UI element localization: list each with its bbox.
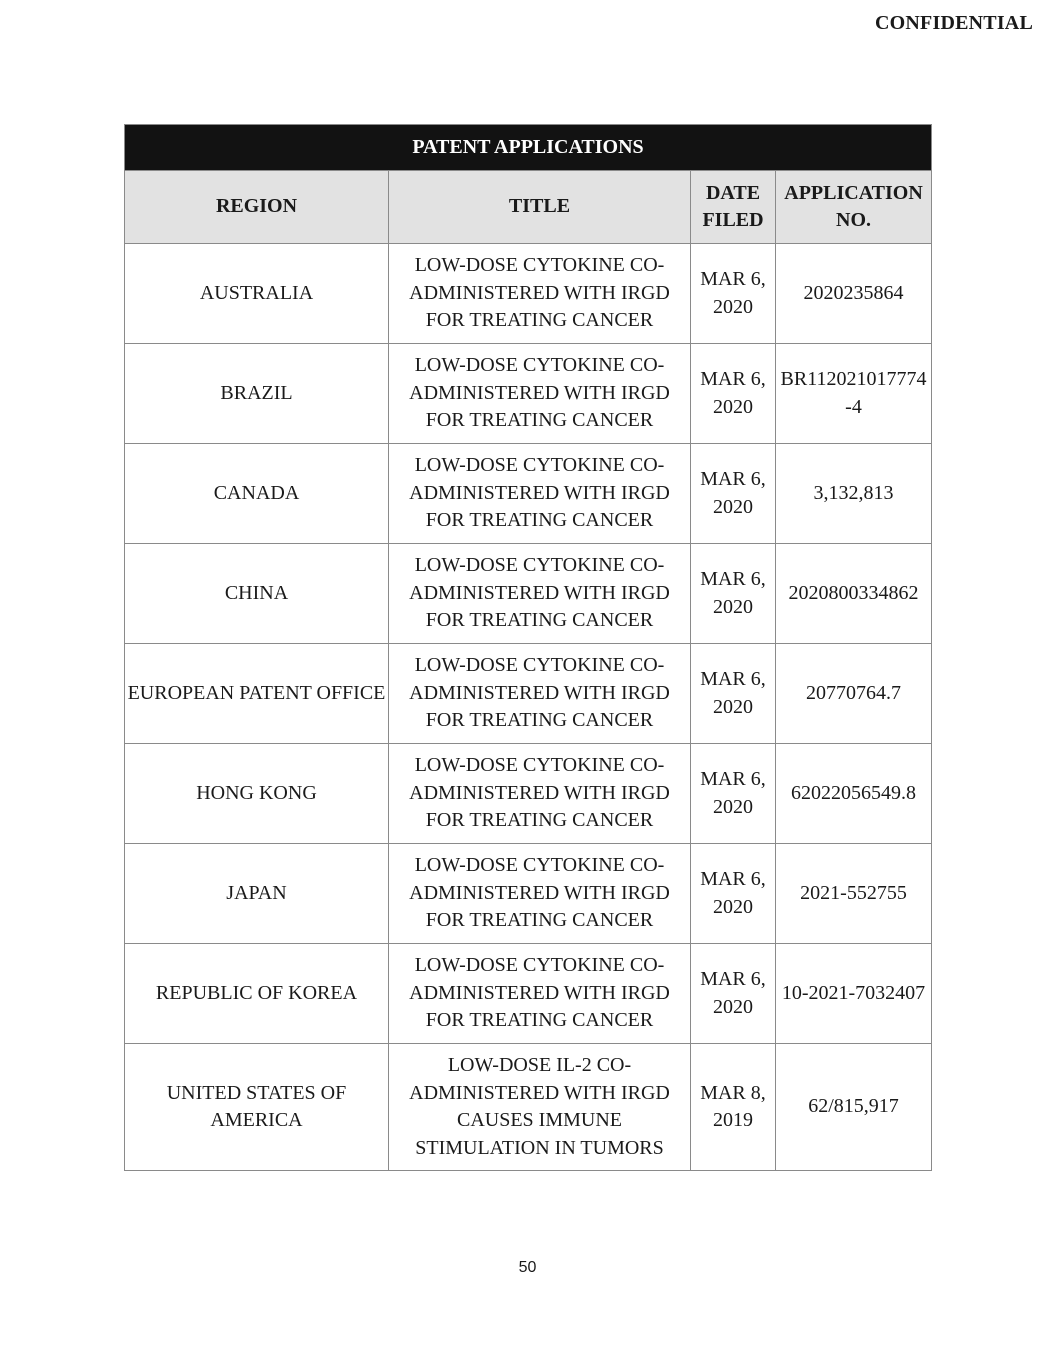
region-cell: BRAZIL (125, 344, 389, 444)
region-cell: AUSTRALIA (125, 244, 389, 344)
title-cell: LOW-DOSE CYTOKINE CO-ADMINISTERED WITH IRGD FOR TREATING CANCER (389, 244, 691, 344)
date-cell: MAR 6, 2020 (691, 844, 776, 944)
confidential-label: CONFIDENTIAL (875, 12, 1033, 34)
column-header-date-filed: DATE FILED (691, 171, 776, 244)
title-cell: LOW-DOSE CYTOKINE CO-ADMINISTERED WITH IRGD FOR TREATING CANCER (389, 544, 691, 644)
page-number: 50 (518, 1259, 537, 1276)
date-cell: MAR 6, 2020 (691, 644, 776, 744)
table-row (125, 344, 932, 444)
table-row (125, 744, 932, 844)
application-no-cell: 2020800334862 (776, 544, 932, 644)
column-header-title: TITLE (389, 171, 691, 244)
table-title: PATENT APPLICATIONS (125, 125, 932, 171)
title-cell: LOW-DOSE CYTOKINE CO-ADMINISTERED WITH IRGD FOR TREATING CANCER (389, 744, 691, 844)
region-cell: CANADA (125, 444, 389, 544)
application-no-cell: BR112021017774-4 (776, 344, 932, 444)
table-header-row (125, 171, 932, 244)
table-row (125, 844, 932, 944)
table-row (125, 244, 932, 344)
title-cell: LOW-DOSE IL-2 CO-ADMINISTERED WITH IRGD CAUSES IMMUNE STIMULATION IN TUMORS (389, 1044, 691, 1171)
application-no-cell: 62022056549.8 (776, 744, 932, 844)
region-cell: UNITED STATES OF AMERICA (125, 1044, 389, 1171)
region-cell: REPUBLIC OF KOREA (125, 944, 389, 1044)
date-cell: MAR 6, 2020 (691, 244, 776, 344)
column-header-application-no: APPLICATION NO. (776, 171, 932, 244)
table-row (125, 544, 932, 644)
date-cell: MAR 6, 2020 (691, 444, 776, 544)
region-cell: EUROPEAN PATENT OFFICE (125, 644, 389, 744)
region-cell: CHINA (125, 544, 389, 644)
region-cell: JAPAN (125, 844, 389, 944)
application-no-cell: 20770764.7 (776, 644, 932, 744)
column-header-region: REGION (125, 171, 389, 244)
application-no-cell: 62/815,917 (776, 1044, 932, 1171)
table-row (125, 444, 932, 544)
date-cell: MAR 6, 2020 (691, 944, 776, 1044)
region-cell: HONG KONG (125, 744, 389, 844)
date-cell: MAR 8, 2019 (691, 1044, 776, 1171)
table-row (125, 1044, 932, 1171)
date-cell: MAR 6, 2020 (691, 344, 776, 444)
date-cell: MAR 6, 2020 (691, 744, 776, 844)
patent-applications-table (124, 124, 932, 1171)
date-cell: MAR 6, 2020 (691, 544, 776, 644)
title-cell: LOW-DOSE CYTOKINE CO-ADMINISTERED WITH IRGD FOR TREATING CANCER (389, 344, 691, 444)
application-no-cell: 2021-552755 (776, 844, 932, 944)
title-cell: LOW-DOSE CYTOKINE CO-ADMINISTERED WITH IRGD FOR TREATING CANCER (389, 844, 691, 944)
application-no-cell: 2020235864 (776, 244, 932, 344)
title-cell: LOW-DOSE CYTOKINE CO-ADMINISTERED WITH IRGD FOR TREATING CANCER (389, 444, 691, 544)
application-no-cell: 10-2021-7032407 (776, 944, 932, 1044)
table-title-row (125, 125, 932, 171)
title-cell: LOW-DOSE CYTOKINE CO-ADMINISTERED WITH IRGD FOR TREATING CANCER (389, 944, 691, 1044)
table-row (125, 944, 932, 1044)
application-no-cell: 3,132,813 (776, 444, 932, 544)
title-cell: LOW-DOSE CYTOKINE CO-ADMINISTERED WITH IRGD FOR TREATING CANCER (389, 644, 691, 744)
table-row (125, 644, 932, 744)
